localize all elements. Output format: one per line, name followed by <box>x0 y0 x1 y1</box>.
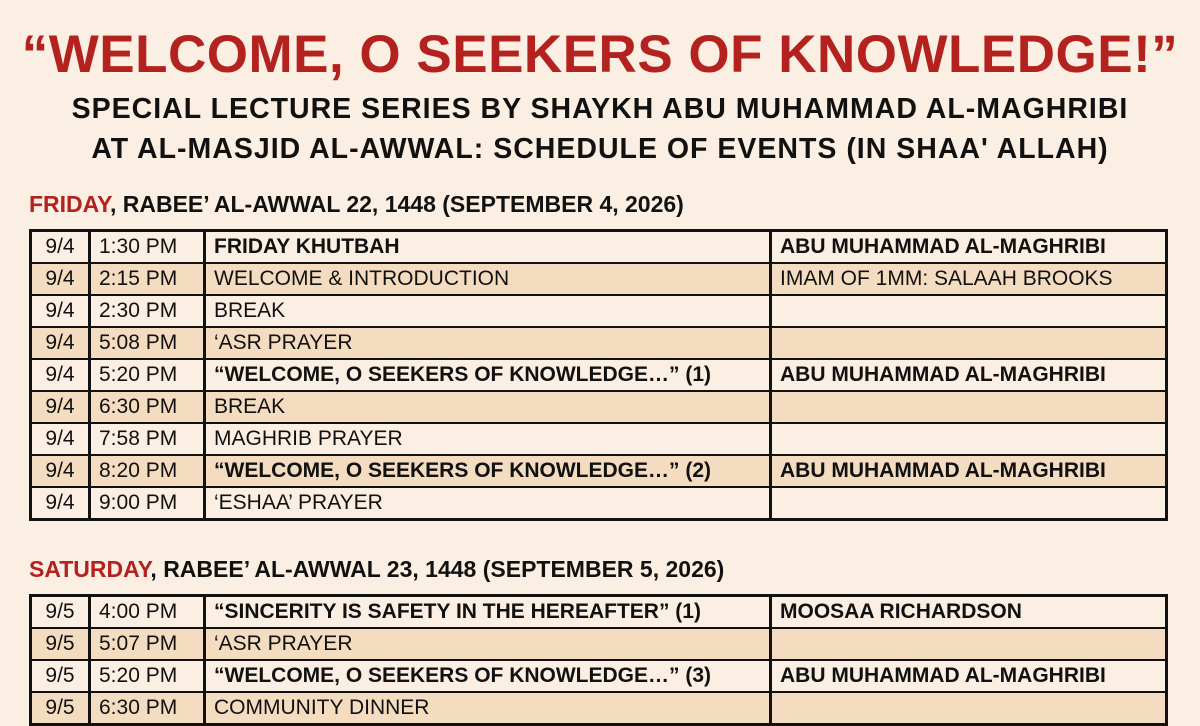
row-time: 2:15 PM <box>90 263 205 295</box>
row-event: COMMUNITY DINNER <box>205 692 771 725</box>
row-date: 9/5 <box>31 660 90 692</box>
table-row <box>31 628 1167 660</box>
subtitle-line-2: AT AL-MASJID AL-AWWAL: SCHEDULE OF EVENTS (IN SHAA' ALLAH) <box>91 133 1109 165</box>
row-date: 9/4 <box>31 391 90 423</box>
schedule-table-body <box>31 231 1167 520</box>
row-date: 9/4 <box>31 263 90 295</box>
row-event: “WELCOME, O SEEKERS OF KNOWLEDGE…” (2) <box>205 455 771 487</box>
row-event: “WELCOME, O SEEKERS OF KNOWLEDGE…” (3) <box>205 660 771 692</box>
table-row <box>31 596 1167 629</box>
row-speaker: MOOSAA RICHARDSON <box>771 596 1167 629</box>
row-time: 8:20 PM <box>90 455 205 487</box>
row-event: ‘ASR PRAYER <box>205 327 771 359</box>
row-time: 5:20 PM <box>90 359 205 391</box>
row-time: 6:30 PM <box>90 692 205 725</box>
row-date: 9/4 <box>31 295 90 327</box>
row-time: 5:08 PM <box>90 327 205 359</box>
row-speaker: ABU MUHAMMAD AL-MAGHRIBI <box>771 455 1167 487</box>
day-date-text: , RABEE’ AL-AWWAL 22, 1448 (SEPTEMBER 4, 2026) <box>109 191 684 217</box>
table-row <box>31 263 1167 295</box>
row-date: 9/4 <box>31 359 90 391</box>
day-name: FRIDAY <box>29 191 110 217</box>
row-speaker: ABU MUHAMMAD AL-MAGHRIBI <box>771 231 1167 264</box>
row-date: 9/5 <box>31 692 90 725</box>
row-time: 1:30 PM <box>90 231 205 264</box>
row-time: 9:00 PM <box>90 487 205 520</box>
table-row <box>31 423 1167 455</box>
table-row <box>31 391 1167 423</box>
row-date: 9/4 <box>31 487 90 520</box>
table-row <box>31 231 1167 264</box>
row-time: 5:20 PM <box>90 660 205 692</box>
row-time: 6:30 PM <box>90 391 205 423</box>
table-row <box>31 295 1167 327</box>
table-row <box>31 327 1167 359</box>
row-speaker <box>771 692 1167 725</box>
row-speaker <box>771 391 1167 423</box>
row-date: 9/5 <box>31 628 90 660</box>
table-row <box>31 692 1167 725</box>
row-date: 9/4 <box>31 231 90 264</box>
schedule-table-saturday <box>29 594 1168 726</box>
row-speaker: ABU MUHAMMAD AL-MAGHRIBI <box>771 359 1167 391</box>
day-heading-friday <box>29 191 684 218</box>
row-speaker: IMAM OF 1MM: SALAAH BROOKS <box>771 263 1167 295</box>
row-event: “WELCOME, O SEEKERS OF KNOWLEDGE…” (1) <box>205 359 771 391</box>
row-time: 7:58 PM <box>90 423 205 455</box>
table-row <box>31 359 1167 391</box>
row-date: 9/4 <box>31 423 90 455</box>
table-row <box>31 455 1167 487</box>
day-name: SATURDAY <box>29 556 151 582</box>
day-heading-saturday <box>29 556 724 583</box>
row-date: 9/4 <box>31 455 90 487</box>
row-event: “SINCERITY IS SAFETY IN THE HEREAFTER” (1) <box>205 596 771 629</box>
table-row <box>31 487 1167 520</box>
row-speaker <box>771 327 1167 359</box>
subtitle-line-1: SPECIAL LECTURE SERIES BY SHAYKH ABU MUHAMMAD AL-MAGHRIBI <box>71 93 1129 125</box>
row-date: 9/5 <box>31 596 90 629</box>
row-speaker <box>771 295 1167 327</box>
row-speaker <box>771 628 1167 660</box>
row-event: WELCOME & INTRODUCTION <box>205 263 771 295</box>
table-row <box>31 660 1167 692</box>
row-time: 2:30 PM <box>90 295 205 327</box>
row-time: 4:00 PM <box>90 596 205 629</box>
row-event: MAGHRIB PRAYER <box>205 423 771 455</box>
row-event: ‘ESHAA’ PRAYER <box>205 487 771 520</box>
day-date-text: , RABEE’ AL-AWWAL 23, 1448 (SEPTEMBER 5, 2026) <box>150 556 725 582</box>
schedule-table-friday <box>29 229 1168 521</box>
row-time: 5:07 PM <box>90 628 205 660</box>
row-event: ‘ASR PRAYER <box>205 628 771 660</box>
row-speaker <box>771 487 1167 520</box>
row-speaker: ABU MUHAMMAD AL-MAGHRIBI <box>771 660 1167 692</box>
row-event: BREAK <box>205 391 771 423</box>
page-title: “WELCOME, O SEEKERS OF KNOWLEDGE!” <box>21 25 1179 84</box>
row-speaker <box>771 423 1167 455</box>
row-event: FRIDAY KHUTBAH <box>205 231 771 264</box>
row-event: BREAK <box>205 295 771 327</box>
schedule-table-body <box>31 596 1167 725</box>
row-date: 9/4 <box>31 327 90 359</box>
